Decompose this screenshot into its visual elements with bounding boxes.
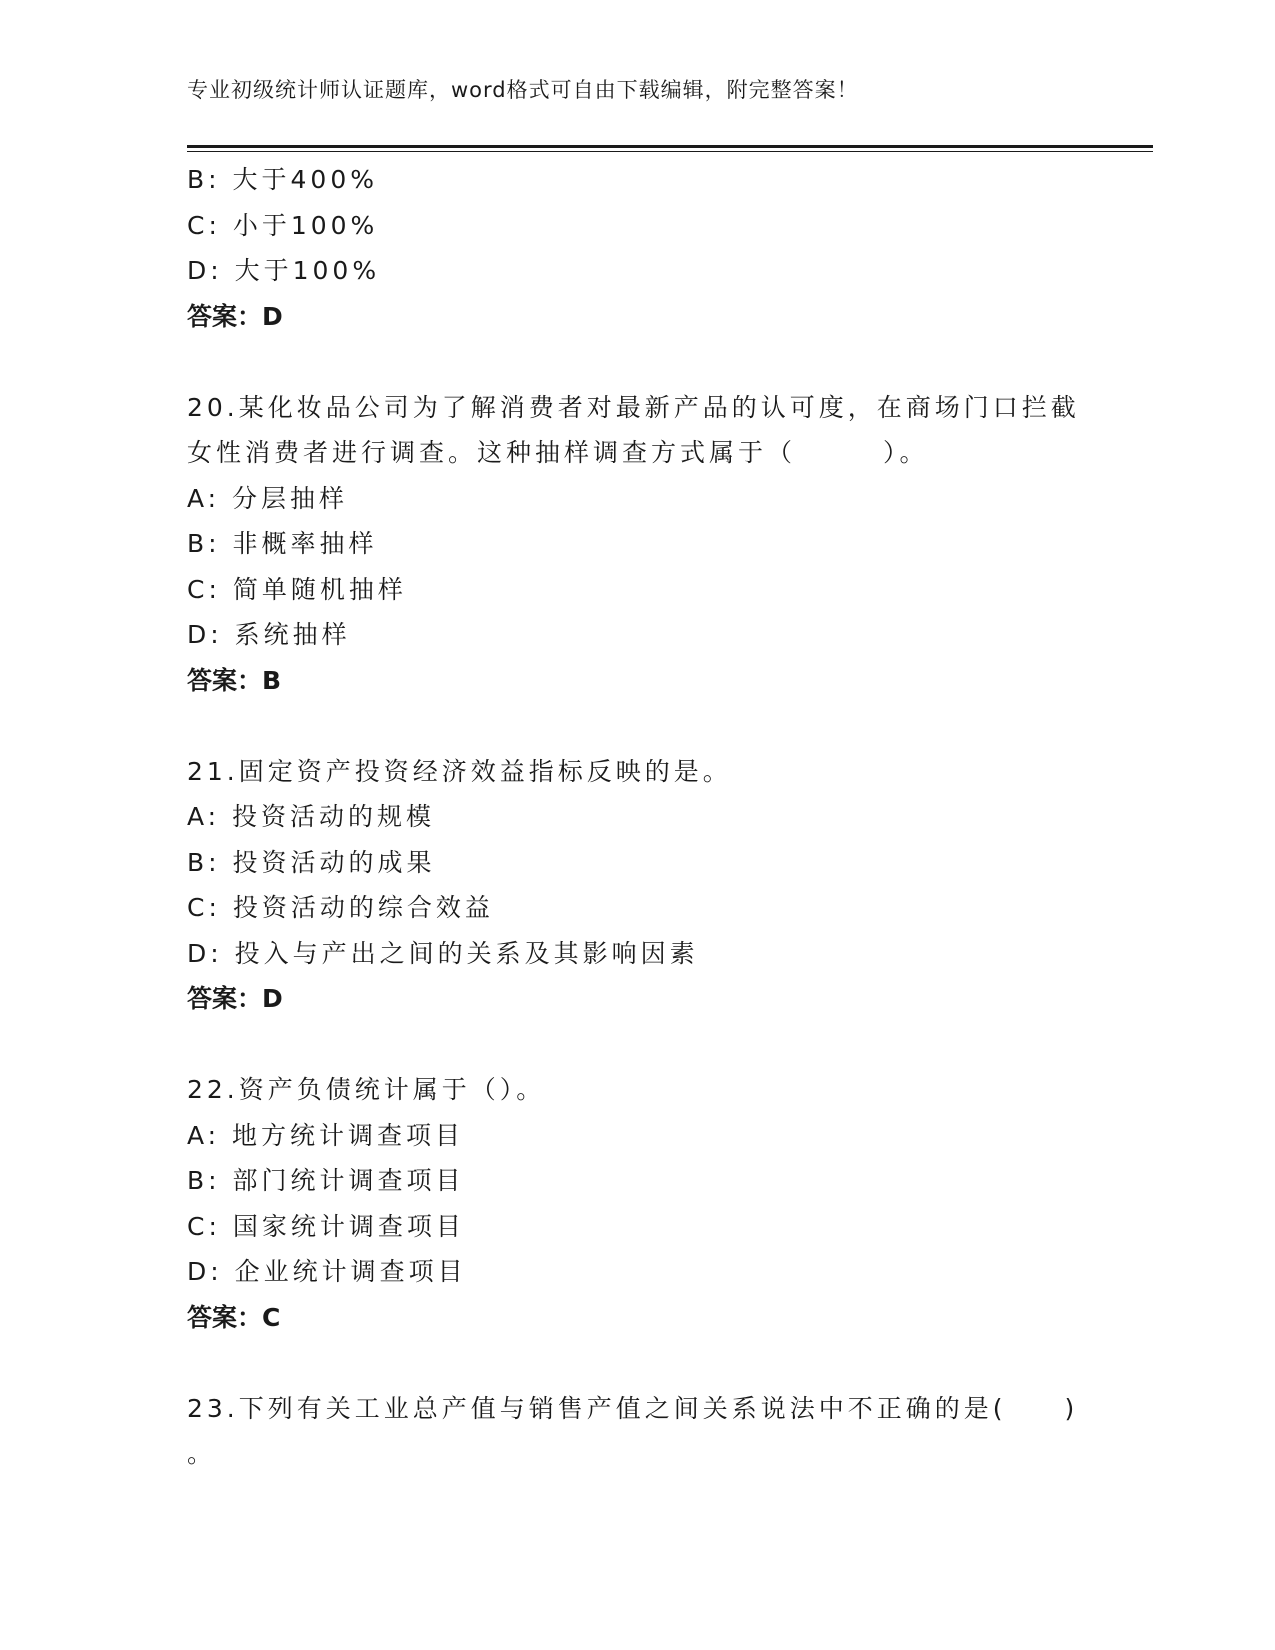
- option-c: C: 国家统计调查项目: [187, 1211, 465, 1241]
- option-b: B: 非概率抽样: [187, 529, 378, 558]
- question-20: [187, 385, 1087, 704]
- question-21: [187, 749, 1087, 1022]
- question-19-continuation: [187, 157, 1087, 339]
- spacer: [187, 1340, 1087, 1386]
- header-rule-thin: [187, 151, 1153, 152]
- question-stem: 女性消费者进行调查。这种抽样调查方式属于（ ）。: [187, 438, 929, 467]
- option-a: A: 地方统计调查项目: [187, 1120, 465, 1150]
- question-stem: 20.某化妆品公司为了解消费者对最新产品的认可度，在商场门口拦截: [187, 392, 1080, 422]
- option-d: D: 企业统计调查项目: [187, 1257, 467, 1286]
- option-b: B: 部门统计调查项目: [187, 1166, 465, 1195]
- option-d: D: 大于100%: [187, 256, 381, 285]
- question-stem: 21.固定资产投资经济效益指标反映的是。: [187, 756, 732, 786]
- option-b: B: 大于400%: [187, 165, 378, 194]
- question-content: [187, 157, 1087, 1477]
- option-d: D: 投入与产出之间的关系及其影响因素: [187, 938, 699, 968]
- page-header: 专业初级统计师认证题库，word格式可自由下载编辑，附完整答案！: [187, 78, 859, 102]
- answer: 答案：B: [187, 665, 282, 695]
- option-d: D: 系统抽样: [187, 620, 351, 649]
- option-a: A: 分层抽样: [187, 483, 349, 513]
- answer: 答案：C: [187, 1302, 281, 1332]
- spacer: [187, 1022, 1087, 1068]
- spacer: [187, 339, 1087, 385]
- question-stem: 23.下列有关工业总产值与销售产值之间关系说法中不正确的是( ): [187, 1393, 1079, 1423]
- question-stem: 。: [187, 1439, 217, 1468]
- option-c: C: 小于100%: [187, 210, 379, 240]
- answer: 答案：D: [187, 301, 283, 331]
- question-22: [187, 1067, 1087, 1340]
- option-c: C: 简单随机抽样: [187, 574, 407, 604]
- question-23: [187, 1386, 1087, 1477]
- spacer: [187, 703, 1087, 749]
- option-a: A: 投资活动的规模: [187, 802, 436, 831]
- option-b: B: 投资活动的成果: [187, 847, 436, 877]
- question-stem: 22.资产负债统计属于（）。: [187, 1075, 546, 1104]
- answer: 答案：D: [187, 984, 283, 1013]
- header-rule-thick: [187, 145, 1153, 148]
- option-c: C: 投资活动的综合效益: [187, 893, 494, 922]
